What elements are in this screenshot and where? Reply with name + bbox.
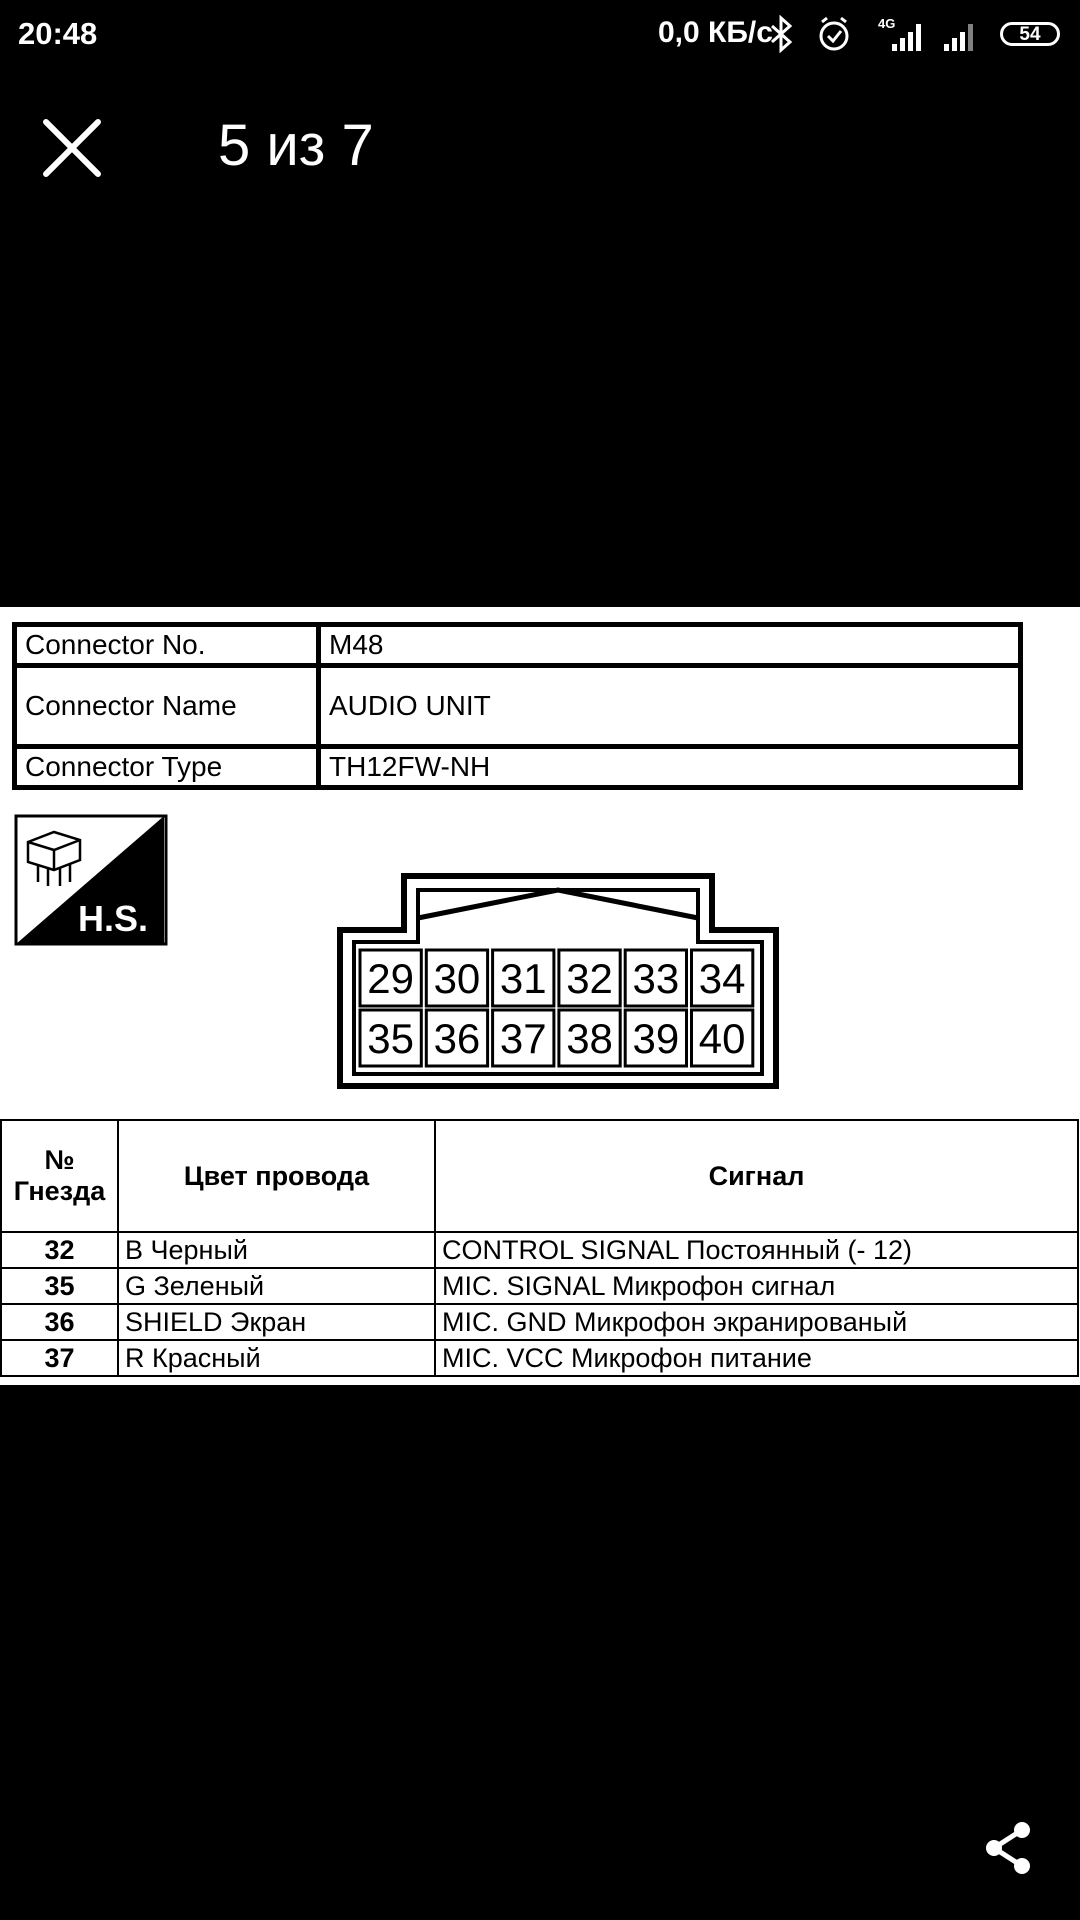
pin-number-label: 30 [433, 955, 481, 1002]
wire-color: R Красный [118, 1340, 435, 1376]
connector-type-value: TH12FW-NH [319, 747, 1021, 788]
battery-indicator [1000, 22, 1060, 46]
hs-connector-icon [14, 814, 168, 946]
pin-number-label: 34 [698, 955, 746, 1002]
pin-number-label: 37 [499, 1015, 547, 1062]
signal-description: CONTROL SIGNAL Постоянный (- 12) [435, 1232, 1078, 1268]
table-header-row [1, 1120, 1078, 1232]
table-row [15, 747, 1021, 788]
pin-signal-table [0, 1119, 1079, 1377]
signal-description: MIC. VCC Микрофон питание [435, 1340, 1078, 1376]
pin-number: 36 [1, 1304, 118, 1340]
connector-name-label: Connector Name [15, 666, 319, 747]
bluetooth-icon [772, 18, 790, 50]
status-bar [0, 0, 1080, 72]
socket-number-header [1, 1120, 118, 1232]
wire-color: B Черный [118, 1232, 435, 1268]
table-row [1, 1304, 1078, 1340]
viewer-top-bar [0, 72, 1080, 222]
table-row [15, 666, 1021, 747]
status-time: 20:48 [18, 16, 98, 51]
table-row [1, 1268, 1078, 1304]
pin-number: 37 [1, 1340, 118, 1376]
pin-number-label: 29 [367, 955, 415, 1002]
socket-number-header-line2: Гнезда [13, 1176, 106, 1206]
pin-number-label: 40 [698, 1015, 746, 1062]
status-icons [770, 14, 995, 54]
share-button[interactable] [982, 1820, 1034, 1876]
pin-number-label: 38 [566, 1015, 613, 1062]
pin-number-label: 39 [632, 1015, 680, 1062]
pin-number-label: 35 [367, 1015, 415, 1062]
connector-info-table [12, 622, 1023, 790]
signal-description: MIC. SIGNAL Микрофон сигнал [435, 1268, 1078, 1304]
table-row [1, 1340, 1078, 1376]
table-row [15, 625, 1021, 666]
close-icon [38, 114, 106, 182]
photo-content [0, 607, 1080, 1385]
signal-icon [944, 24, 973, 51]
signal-header: Сигнал [435, 1120, 1078, 1232]
pin-number-label: 33 [632, 955, 680, 1002]
close-button[interactable] [38, 114, 106, 182]
connector-no-value: M48 [319, 625, 1021, 666]
pin-number-label: 31 [499, 955, 547, 1002]
connector-name-value: AUDIO UNIT [319, 666, 1021, 747]
pin-number-label: 36 [433, 1015, 481, 1062]
signal-description: MIC. GND Микрофон экранированый [435, 1304, 1078, 1340]
battery-level: 54 [1019, 24, 1041, 45]
connector-type-label: Connector Type [15, 747, 319, 788]
wire-color: SHIELD Экран [118, 1304, 435, 1340]
connector-no-label: Connector No. [15, 625, 319, 666]
socket-number-header-line1: № [44, 1145, 75, 1175]
network-speed: 0,0 КБ/с [658, 16, 773, 49]
pin-grid [360, 950, 753, 1066]
pin-number: 35 [1, 1268, 118, 1304]
network-type-label: 4G [878, 16, 896, 31]
hs-label: H.S. [78, 898, 149, 939]
pin-number-label: 32 [566, 955, 613, 1002]
table-row [1, 1232, 1078, 1268]
signal-icon [892, 24, 921, 51]
connector-diagram [336, 872, 780, 1090]
pin-number: 32 [1, 1232, 118, 1268]
wire-color: G Зеленый [118, 1268, 435, 1304]
alarm-icon [821, 18, 847, 49]
share-icon [982, 1820, 1034, 1876]
wire-color-header: Цвет провода [118, 1120, 435, 1232]
image-counter: 5 из 7 [218, 113, 374, 178]
